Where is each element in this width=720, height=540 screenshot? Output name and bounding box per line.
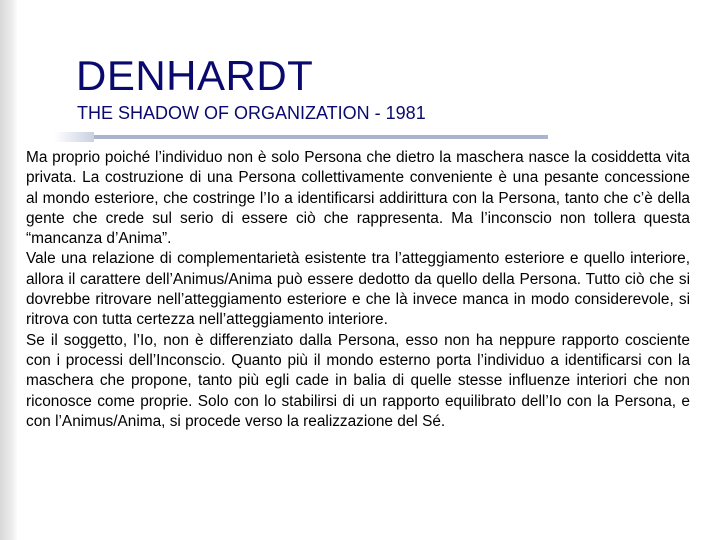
paragraph: Ma proprio poiché l’individuo non è solo Persona che dietro la maschera nasce la cosiddetta vita privata. La costruzione di una Persona collettivamente conveniente è una pesante concessione al mondo esteriore, che costringe l’Io a identificarsi addirittura con la Persona, tanto che c’è della gente che crede sul serio di essere ciò che rappresenta. Ma l’inconscio non tollera questa “mancanza d’Anima”. (26, 149, 690, 248)
title-divider (54, 132, 548, 142)
divider-line (54, 135, 548, 139)
left-decorative-stripe (0, 0, 18, 540)
divider-accent (54, 132, 94, 142)
paragraph: Vale una relazione di complementarietà esistente tra l’atteggiamento esteriore e quello interiore, allora il carattere dell’Animus/Anima può essere dedotto da quello della Persona. Tutto ciò che si dovrebbe ritrovare nell’atteggiamento esteriore e che là invece manca in modo considerevole, si ritrova con tutta certezza nell’atteggiamento interiore. (26, 250, 690, 329)
slide-title: DENHARDT (76, 52, 314, 99)
paragraph: Se il soggetto, l’Io, non è differenziato dalla Persona, esso non ha neppure rapporto cosciente con i processi dell’Inconscio. Quanto più il mondo esterno porta l’individuo a identificarsi con la maschera che propone, tanto più egli cade in balia di quelle stesse influenze interiori che non riconosce come proprie. Solo con lo stabilirsi di un rapporto equilibrato dell’Io con la Persona, e con l’Animus/Anima, si procede verso la realizzazione del Sé. (26, 331, 690, 430)
body-text (26, 148, 690, 432)
slide-subtitle: THE SHADOW OF ORGANIZATION - 1981 (77, 103, 426, 123)
